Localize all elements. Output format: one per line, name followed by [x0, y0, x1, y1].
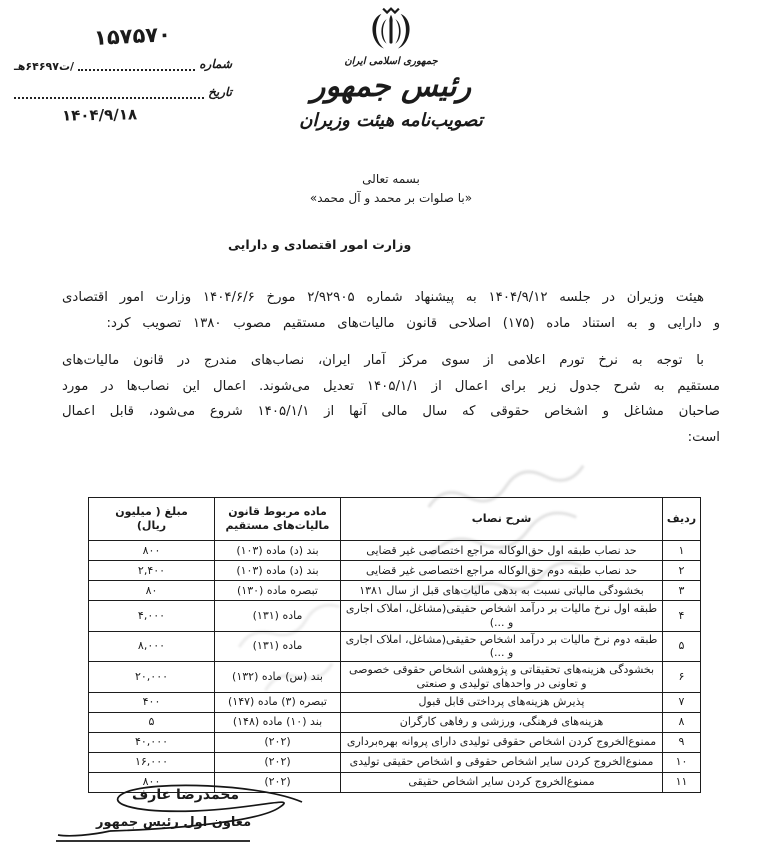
cell-article: بند (د) ماده (۱۰۳) [215, 561, 341, 581]
cell-row-number: ۱۰ [663, 752, 701, 772]
cell-description: ممنوع‌الخروج کردن اشخاص حقوقی تولیدی دارای پروانه بهره‌برداری [341, 732, 663, 752]
cell-row-number: ۱۱ [663, 772, 701, 792]
table-row [89, 631, 701, 662]
header-amount-text: مبلغ ( میلیون ریال) [115, 505, 188, 532]
cell-description: حد نصاب طبقه اول حق‌الوکاله مراجع اختصاصی غیر قضایی [341, 541, 663, 561]
number-label: شماره [199, 57, 232, 71]
header-article: ماده مربوط قانون مالیات‌های مستقیم [215, 498, 341, 541]
table-row [89, 732, 701, 752]
cell-amount: ۸۰۰ [89, 541, 215, 561]
cell-row-number: ۶ [663, 662, 701, 693]
cell-row-number: ۳ [663, 581, 701, 601]
body-text [62, 285, 720, 462]
letterhead [0, 6, 782, 131]
cell-article: ماده (۱۳۱) [215, 631, 341, 662]
cell-amount: ۲,۴۰۰ [89, 561, 215, 581]
cell-amount: ۸۰ [89, 581, 215, 601]
table-row [89, 712, 701, 732]
table-row [89, 541, 701, 561]
body-paragraph-2: با توجه به نرخ تورم اعلامی از سوی مرکز آمار ایران، نصاب‌های مندرج در قانون مالیات‌های مستقیم به شرح جدول زیر برای اعمال از ۱۴۰۵/۱/۱ تعدیل می‌شوند. اعمال این نصاب‌ها در مورد صاحبان مشاغل و اشخاص حقوقی که سال مالی آنها از ۱۴۰۵/۱/۱ شروع می‌شود، قابل اعمال است: [62, 353, 720, 445]
cell-row-number: ۱ [663, 541, 701, 561]
document-type-title: تصویب‌نامه هیئت وزیران [299, 110, 483, 131]
handwritten-letter-number: ۱۵۷۵۷۰ [93, 22, 172, 50]
table-row [89, 752, 701, 772]
signature-scrawl [52, 780, 308, 850]
cell-description: حد نصاب طبقه دوم حق‌الوکاله مراجع اختصاصی غیر قضایی [341, 561, 663, 581]
office-title: رئیس جمهور [310, 69, 472, 104]
cell-article: ماده (۱۳۱) [215, 601, 341, 632]
cell-description: ممنوع‌الخروج کردن سایر اشخاص حقیقی [341, 772, 663, 792]
header-amount [89, 498, 215, 541]
cell-row-number: ۵ [663, 631, 701, 662]
cell-description: پذیرش هزینه‌های پرداختی قابل قبول [341, 692, 663, 712]
cell-row-number: ۹ [663, 732, 701, 752]
besmeleh: بسمه تعالی [362, 172, 420, 186]
cell-amount: ۱۶,۰۰۰ [89, 752, 215, 772]
nisab-table [88, 497, 701, 793]
cell-description: طبقه اول نرخ مالیات بر درآمد اشخاص حقیقی(مشاغل، املاک اجاری و ...) [341, 601, 663, 632]
salutation: «با صلوات بر محمد و آل محمد» [309, 191, 473, 205]
table-row [89, 561, 701, 581]
cell-amount: ۲۰,۰۰۰ [89, 662, 215, 693]
cell-article: (۲۰۲) [215, 772, 341, 792]
signer-name: محمدرضا عارف [132, 787, 240, 803]
handwritten-date: ۱۴۰۴/۹/۱۸ [61, 105, 138, 125]
date-label: تاریخ [208, 85, 232, 99]
header-row-number: ردیف [663, 498, 701, 541]
cell-amount: ۵ [89, 712, 215, 732]
cell-row-number: ۴ [663, 601, 701, 632]
cell-description: بخشودگی هزینه‌های تحقیقاتی و پژوهشی اشخاص حقوقی خصوصی و تعاونی در واحدهای تولیدی و صنعتی [341, 662, 663, 693]
number-suffix: /ت۶۴۶۹۷هـ [14, 60, 75, 73]
table-row [89, 692, 701, 712]
cell-amount: ۴,۰۰۰ [89, 601, 215, 632]
cell-row-number: ۸ [663, 712, 701, 732]
cell-article: (۲۰۲) [215, 752, 341, 772]
body-paragraph-1: هیئت وزیران در جلسه ۱۴۰۴/۹/۱۲ به پیشنهاد شماره ۲/۹۲۹۰۵ مورخ ۱۴۰۴/۶/۶ وزارت امور اقتصادی و دارایی و به استناد ماده (۱۷۵) اصلاحی قانون مالیات‌های مستقیم مصوب ۱۳۸۰ تصویب کرد: [62, 290, 720, 331]
country-name: جمهوری اسلامی ایران [344, 56, 438, 67]
cell-amount: ۸,۰۰۰ [89, 631, 215, 662]
cell-description: بخشودگی مالیاتی نسبت به بدهی مالیات‌های قبل از سال ۱۳۸۱ [341, 581, 663, 601]
cell-amount: ۸۰۰ [89, 772, 215, 792]
cell-amount: ۴۰,۰۰۰ [89, 732, 215, 752]
cell-amount: ۴۰۰ [89, 692, 215, 712]
cell-article: تبصره (۳) ماده (۱۴۷) [215, 692, 341, 712]
table-row [89, 601, 701, 632]
signer-title: معاون اول رئیس جمهور [96, 815, 252, 830]
cell-article: (۲۰۲) [215, 732, 341, 752]
cell-description: طبقه دوم نرخ مالیات بر درآمد اشخاص حقیقی(مشاغل، املاک اجاری و ...) [341, 631, 663, 662]
cell-article: بند (س) ماده (۱۳۲) [215, 662, 341, 693]
cell-article: بند (د) ماده (۱۰۳) [215, 541, 341, 561]
header-description: شرح نصاب [341, 498, 663, 541]
cell-description: ممنوع‌الخروج کردن سایر اشخاص حقوقی و اشخاص حقیقی تولیدی [341, 752, 663, 772]
cell-row-number: ۲ [663, 561, 701, 581]
cell-row-number: ۷ [663, 692, 701, 712]
table-header-row [89, 498, 701, 541]
cell-description: هزینه‌های فرهنگی، ورزشی و رفاهی کارگران [341, 712, 663, 732]
recipient-heading: وزارت امور اقتصادی و دارایی [228, 237, 412, 252]
cell-article: تبصره ماده (۱۳۰) [215, 581, 341, 601]
signature-block [52, 780, 308, 850]
cell-article: بند (۱۰) ماده (۱۴۸) [215, 712, 341, 732]
table-row [89, 662, 701, 693]
iran-emblem-icon [369, 6, 413, 55]
table-row [89, 581, 701, 601]
